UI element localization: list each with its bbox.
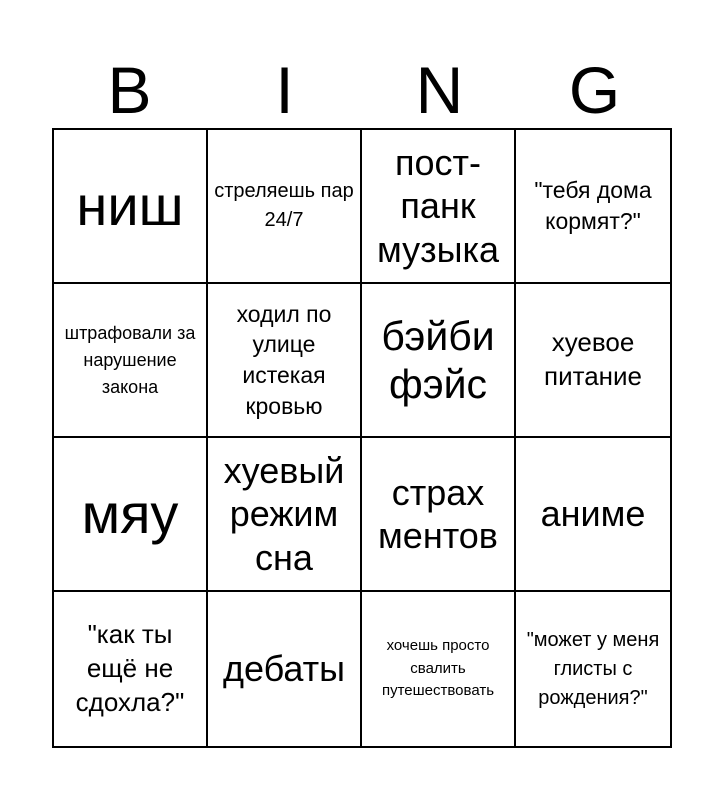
bingo-cell[interactable] [362, 438, 516, 592]
bingo-cell[interactable] [208, 284, 362, 438]
cell-text: "тебя дома кормят?" [534, 177, 652, 234]
bingo-cell[interactable] [208, 130, 362, 284]
cell-text: ниш [76, 173, 184, 237]
cell-text: страх ментов [378, 471, 498, 556]
bingo-cell[interactable] [362, 592, 516, 746]
cell-text: "как ты ещё не сдохла?" [75, 619, 185, 717]
cell-text: бэйби фэйс [381, 312, 495, 407]
cell-text: хуевое питание [543, 327, 643, 391]
header-letter-b: B [107, 53, 152, 127]
cell-text: "может у меня глисты с рождения?" [526, 628, 660, 709]
cell-text: аниме [540, 493, 646, 535]
bingo-cell[interactable] [208, 438, 362, 592]
bingo-cell[interactable] [516, 130, 670, 284]
cell-text: ходил по улице истекая кровью [236, 300, 332, 419]
bingo-cell[interactable] [516, 438, 670, 592]
bingo-cell[interactable] [362, 130, 516, 284]
bingo-cell[interactable] [54, 438, 208, 592]
bingo-cell[interactable] [54, 130, 208, 284]
bingo-grid [52, 128, 672, 748]
bingo-cell[interactable] [54, 284, 208, 438]
header-letter-n: N [415, 53, 464, 127]
header-letter-g: G [568, 53, 621, 127]
cell-text: штрафовали за нарушение закона [64, 322, 196, 397]
bingo-header [52, 52, 672, 128]
cell-text: хуевый режим сна [223, 450, 345, 578]
bingo-cell[interactable] [516, 284, 670, 438]
cell-text: дебаты [222, 648, 345, 690]
bingo-cell[interactable] [208, 592, 362, 746]
bingo-cell[interactable] [54, 592, 208, 746]
bingo-cell[interactable] [362, 284, 516, 438]
cell-text: мяу [81, 481, 179, 545]
cell-text: пост-панк музыка [376, 142, 500, 270]
cell-text: хочешь просто свалить путешествовать [381, 637, 495, 700]
bingo-cell[interactable] [516, 592, 670, 746]
cell-text: стреляешь пар 24/7 [214, 180, 354, 231]
header-letter-i: I [275, 53, 294, 127]
